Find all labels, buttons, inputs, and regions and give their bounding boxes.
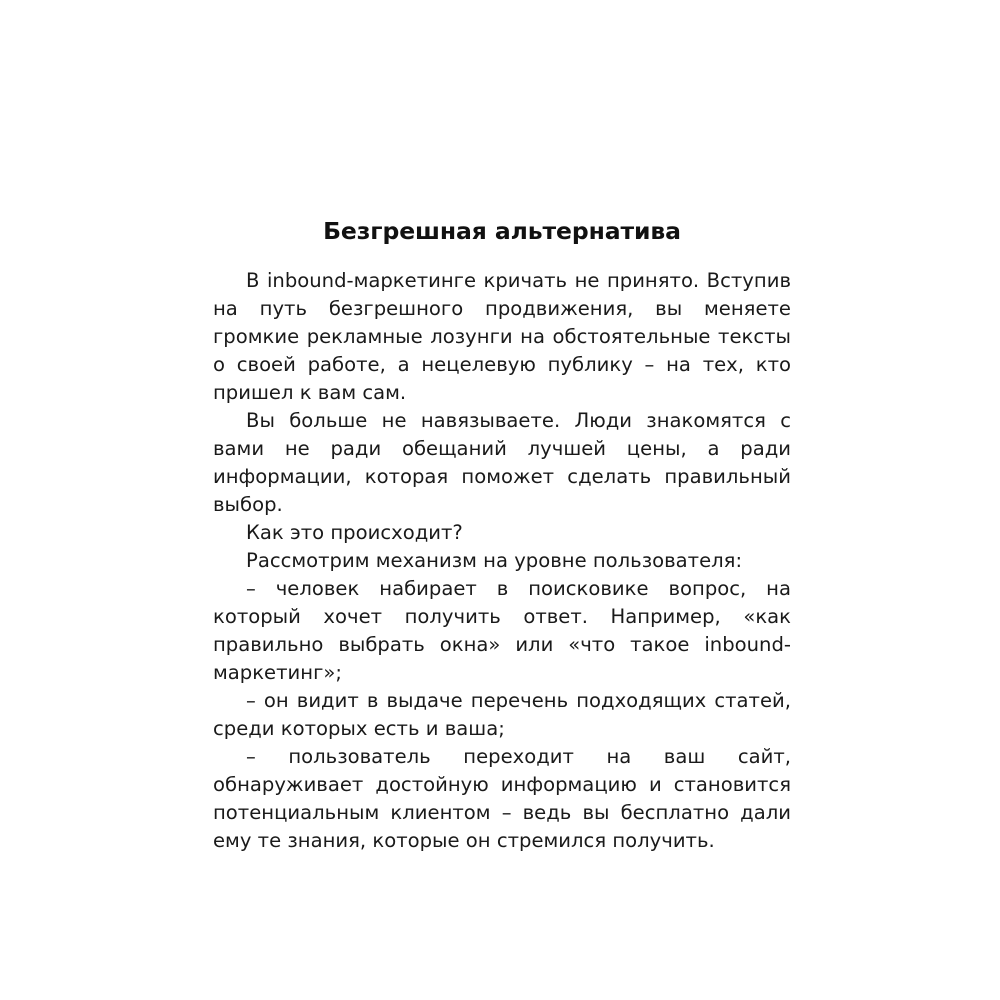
- paragraph-4-intro: Рассмотрим механизм на уровне пользователя:: [246, 549, 743, 572]
- paragraph-1: В inbound-маркетинге кричать не принято. Вступив на путь безгрешного продвижения, вы меняете громкие рекламные лозунги на обстоятельные тексты о своей работе, а нецелевую публику – на тех, кто пришел к вам сам.: [213, 269, 791, 404]
- paragraph-2: Вы больше не навязываете. Люди знакомятся с вами не ради обещаний лучшей цены, а ради информации, которая поможет сделать правильный выбор.: [213, 409, 791, 516]
- list-item-1: – человек набирает в поисковике вопрос, на который хочет получить ответ. Например, «как правильно выбрать окна» или «что такое inbound-маркетинг»;: [213, 577, 791, 684]
- paragraph-3-question: Как это происходит?: [246, 521, 463, 544]
- chapter-heading: Безгрешная альтернатива: [323, 217, 681, 245]
- list-item-2: – он видит в выдаче перечень подходящих статей, среди которых есть и ваша;: [213, 689, 791, 740]
- text-column: [213, 216, 791, 855]
- list-item-3: – пользователь переходит на ваш сайт, обнаруживает достойную информацию и становится потенциальным клиентом – ведь вы бесплатно дали ему те знания, которые он стремился получить.: [213, 745, 791, 852]
